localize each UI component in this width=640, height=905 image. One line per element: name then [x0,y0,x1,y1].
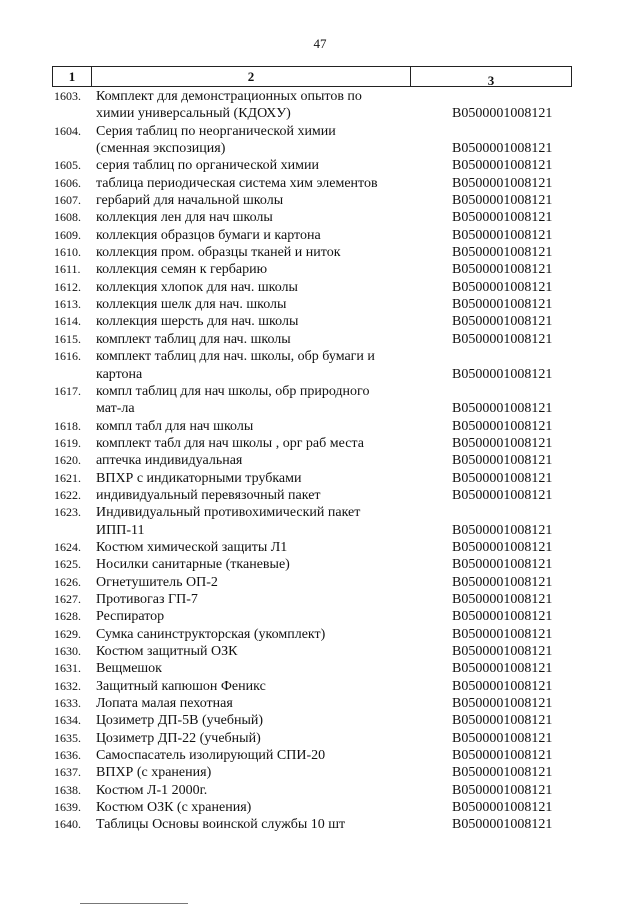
row-number: 1610. [54,245,81,260]
row-code: В0500001008121 [452,158,553,174]
row-code: В0500001008121 [452,487,553,503]
description-line: Костюм ОЗК (с хранения) [96,800,252,816]
row-description [96,678,416,695]
row-description [96,261,416,278]
table-row [0,348,640,383]
row-number: 1607. [54,193,81,208]
page-number: 47 [313,36,327,51]
table-row [0,712,640,729]
row-number: 1631. [54,661,81,676]
row-description [96,626,416,643]
row-code: В0500001008121 [452,245,553,261]
table-row [0,157,640,174]
row-description [96,175,416,192]
description-line: гербарий для начальной школы [96,193,284,209]
row-description [96,747,416,764]
row-code: В0500001008121 [452,314,553,330]
row-description [96,591,416,608]
table-row [0,470,640,487]
row-code: В0500001008121 [452,193,553,209]
row-code: В0500001008121 [452,557,553,573]
row-description [96,157,416,174]
row-number: 1619. [54,435,81,450]
row-description [96,435,416,452]
description-line: коллекция образцов бумаги и картона [96,227,321,243]
table-header [52,66,572,87]
row-number: 1621. [54,470,81,485]
row-description [96,88,416,123]
table-row [0,192,640,209]
description-line: Вещмешок [96,661,162,677]
table-row [0,504,640,539]
row-code: В0500001008121 [452,817,553,833]
table-row [0,123,640,158]
row-number: 1609. [54,227,81,242]
row-number: 1637. [54,765,81,780]
row-number: 1629. [54,626,81,641]
header-col-3: 3 [487,72,495,88]
row-code: В0500001008121 [452,331,553,347]
row-code: В0500001008121 [452,470,553,486]
row-description [96,296,416,313]
row-code: В0500001008121 [452,644,553,659]
row-description [96,799,416,816]
table-row [0,799,640,816]
row-code: В0500001008121 [452,539,553,555]
description-line: компл табл для нач школы [96,418,254,434]
row-description [96,764,416,781]
table-row [0,591,640,608]
row-number: 1615. [54,331,81,346]
row-description [96,331,416,348]
table-row [0,261,640,278]
row-number: 1640. [54,817,81,832]
row-number: 1635. [54,730,81,745]
description-line: Цозиметр ДП-5В (учебный) [96,713,264,729]
table-row [0,539,640,556]
row-description [96,539,416,556]
description-line: Огнетушитель ОП-2 [96,574,218,590]
description-line: ВПХР (с хранения) [96,765,212,781]
row-code: В0500001008121 [452,800,553,816]
row-number: 1626. [54,574,81,589]
description-line: комплект таблиц для нач. школы [96,331,291,347]
header-col-1: 1 [53,67,92,86]
row-description [96,608,416,625]
row-description [96,209,416,226]
row-code: В0500001008121 [452,453,553,469]
row-description [96,556,416,573]
description-line: Цозиметр ДП-22 (учебный) [96,730,261,746]
header-col-2: 2 [92,67,411,86]
table-row [0,244,640,261]
table-row [0,279,640,296]
description-line: ИПП-11 [96,522,145,538]
row-code: В0500001008121 [452,227,553,243]
description-line: индивидуальный перевязочный пакет [96,487,321,503]
description-line: коллекция семян к гербарию [96,262,268,278]
row-number: 1627. [54,591,81,606]
table-row [0,764,640,781]
row-code: В0500001008121 [452,141,553,157]
row-description [96,574,416,591]
table-row [0,747,640,764]
table-row [0,660,640,677]
description-line: Комплект для демонстрационных опытов по [96,89,362,104]
row-description [96,418,416,435]
row-number: 1633. [54,696,81,711]
table-row [0,678,640,695]
table-row [0,331,640,348]
row-description [96,313,416,330]
row-number: 1613. [54,297,81,312]
row-code: В0500001008121 [452,366,553,382]
row-number: 1611. [54,262,81,277]
row-description [96,782,416,799]
row-description [96,487,416,504]
row-description [96,383,416,418]
row-code: В0500001008121 [452,696,553,712]
row-description [96,192,416,209]
description-line: химии универсальный (КДОХУ) [96,106,291,122]
description-line: Таблицы Основы воинской службы 10 шт [96,817,346,833]
row-number: 1632. [54,678,81,693]
description-line: Лопата малая пехотная [96,696,233,712]
description-line: серия таблиц по органической химии [96,158,319,174]
description-line: компл таблиц для нач школы, обр природного [96,383,370,399]
table-row [0,418,640,435]
table-row [0,574,640,591]
row-code: В0500001008121 [452,418,553,434]
table-row [0,209,640,226]
row-number: 1623. [54,505,81,520]
row-description [96,504,416,539]
row-description [96,712,416,729]
table-row [0,608,640,625]
row-description [96,816,416,833]
row-number: 1616. [54,349,81,364]
row-description [96,244,416,261]
row-description [96,279,416,296]
description-line: таблица периодическая система хим элементов [96,175,378,191]
table-row [0,556,640,573]
row-description [96,470,416,487]
row-number: 1630. [54,644,81,658]
description-line: коллекция шелк для нач. школы [96,297,287,313]
row-code: В0500001008121 [452,678,553,694]
row-code: В0500001008121 [452,522,553,538]
row-number: 1638. [54,782,81,797]
row-code: В0500001008121 [452,401,553,417]
description-line: Респиратор [96,609,165,625]
description-line: Самоспасатель изолирующий СПИ-20 [96,748,326,764]
row-code: В0500001008121 [452,782,553,798]
table-row [0,296,640,313]
description-line: Противогаз ГП-7 [96,591,198,607]
row-code: В0500001008121 [452,713,553,729]
row-number: 1639. [54,800,81,815]
description-line: коллекция пром. образцы тканей и ниток [96,245,341,261]
description-line: Костюм Л-1 2000г. [96,782,208,798]
row-number: 1620. [54,453,81,468]
row-code: В0500001008121 [452,210,553,226]
table-body [0,88,640,834]
table-row [0,313,640,330]
row-description [96,452,416,469]
table-row [0,227,640,244]
row-code: В0500001008121 [452,748,553,764]
description-line: Серия таблиц по неорганической химии [96,123,336,139]
row-description [96,643,416,660]
description-line: Носилки санитарные (тканевые) [96,557,290,573]
row-description [96,123,416,158]
row-number: 1636. [54,748,81,763]
description-line: коллекция хлопок для нач. школы [96,279,298,295]
table-row [0,626,640,643]
row-number: 1604. [54,123,81,138]
table-row [0,435,640,452]
table-row [0,88,640,123]
row-number: 1618. [54,418,81,433]
description-line: Индивидуальный противохимический пакет [96,505,361,521]
row-code: В0500001008121 [452,297,553,313]
row-number: 1624. [54,539,81,554]
table-row [0,816,640,833]
row-number: 1603. [54,89,81,103]
row-description [96,227,416,244]
row-code: В0500001008121 [452,279,553,295]
row-code: В0500001008121 [452,591,553,607]
row-code: В0500001008121 [452,765,553,781]
description-line: Защитный капюшон Феникс [96,678,266,694]
description-line: картона [96,366,143,382]
row-code: В0500001008121 [452,435,553,451]
table-row [0,487,640,504]
table-row [0,643,640,660]
row-description [96,660,416,677]
row-code: В0500001008121 [452,574,553,590]
row-number: 1608. [54,210,81,225]
table-row [0,730,640,747]
row-number: 1606. [54,175,81,190]
row-code: В0500001008121 [452,661,553,677]
row-description [96,695,416,712]
row-number: 1617. [54,383,81,398]
description-line: комплект табл для нач школы , орг раб места [96,435,364,451]
row-code: В0500001008121 [452,175,553,191]
row-code: В0500001008121 [452,609,553,625]
description-line: комплект таблиц для нач. школы, обр бумаги и [96,349,375,365]
row-description [96,730,416,747]
row-number: 1614. [54,314,81,329]
description-line: коллекция шерсть для нач. школы [96,314,299,330]
description-line: коллекция лен для нач школы [96,210,273,226]
row-number: 1625. [54,557,81,572]
table-row [0,452,640,469]
table-row [0,175,640,192]
table-row [0,782,640,799]
description-line: Костюм химической защиты Л1 [96,539,288,555]
description-line: Сумка санинструкторская (укомплект) [96,626,326,642]
row-number: 1628. [54,609,81,624]
row-number: 1634. [54,713,81,728]
description-line: мат-ла [96,401,135,417]
table-row [0,383,640,418]
row-number: 1612. [54,279,81,294]
row-code: В0500001008121 [452,262,553,278]
row-code: В0500001008121 [452,626,553,642]
description-line: Костюм защитный ОЗК [96,644,238,659]
description-line: ВПХР с индикаторными трубками [96,470,302,486]
description-line: аптечка индивидуальная [96,453,243,469]
row-description [96,348,416,383]
row-number: 1605. [54,158,81,173]
description-line: (сменная экспозиция) [96,141,226,157]
table-row [0,695,640,712]
row-number: 1622. [54,487,81,502]
row-code: В0500001008121 [452,730,553,746]
footer-divider [80,903,188,904]
row-code: В0500001008121 [452,106,553,122]
